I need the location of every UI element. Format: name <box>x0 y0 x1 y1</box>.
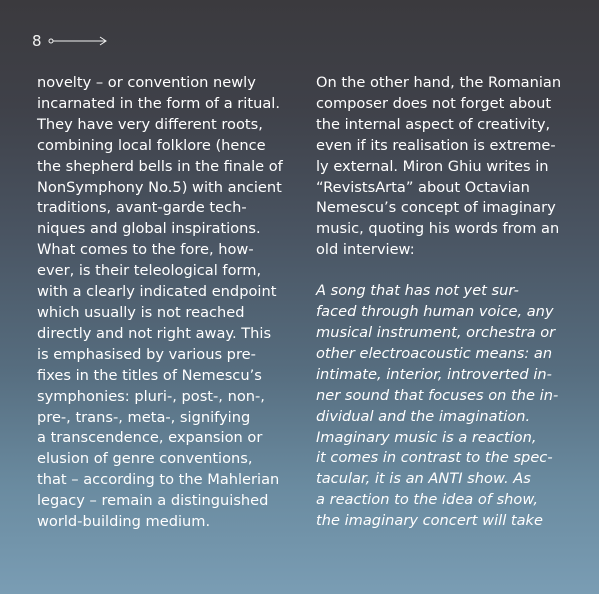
text-line: world-building medium. <box>37 513 211 531</box>
body-paragraph <box>316 73 578 261</box>
page-header <box>32 32 108 50</box>
text-line: What comes to the fore, how- <box>37 241 254 259</box>
text-line: niques and global inspirations. <box>37 220 261 238</box>
text-line: the shepherd bells in the finale of <box>37 157 283 175</box>
arrow-right-icon <box>48 36 108 46</box>
quote-line: intimate, interior, introverted in- <box>316 365 552 383</box>
text-line: ly external. Miron Ghiu writes in <box>316 157 549 175</box>
text-line: the internal aspect of creativity, <box>316 115 551 133</box>
page-number: 8 <box>32 32 43 50</box>
text-line: ever, is their teleological form, <box>37 262 262 280</box>
text-line: incarnated in the form of a ritual. <box>37 94 280 112</box>
text-line: directly and not right away. This <box>37 324 272 342</box>
text-line: novelty – or convention newly <box>37 74 256 91</box>
text-line: which usually is not reached <box>37 303 245 321</box>
text-line: old interview: <box>316 241 415 259</box>
text-line: symphonies: pluri-, post-, non-, <box>37 387 265 405</box>
quote-line: faced through human voice, any <box>316 303 554 321</box>
quote-line: tacular, it is an ANTI show. As <box>316 470 531 488</box>
text-line: even if its realisation is extreme- <box>316 136 556 154</box>
block-quote <box>316 281 578 532</box>
text-line: elusion of genre conventions, <box>37 450 253 468</box>
quote-line: Imaginary music is a reaction, <box>316 428 537 446</box>
quote-line: A song that has not yet sur- <box>316 282 519 300</box>
left-column-text <box>37 73 299 533</box>
quote-line: dividual and the imagination. <box>316 407 531 425</box>
text-line: a transcendence, expansion or <box>37 429 263 447</box>
text-line: music, quoting his words from an <box>316 220 560 238</box>
quote-line: it comes in contrast to the spec- <box>316 449 553 467</box>
text-line: combining local folklore (hence <box>37 136 266 154</box>
text-line: On the other hand, the Romanian <box>316 74 562 91</box>
text-line: They have very different roots, <box>37 115 263 133</box>
text-line: “RevistsArta” about Octavian <box>316 178 530 196</box>
paragraph-gap <box>316 261 578 281</box>
text-line: pre-, trans-, meta-, signifying <box>37 408 251 426</box>
right-column-text <box>316 73 578 532</box>
quote-line: the imaginary concert will take <box>316 512 543 530</box>
text-line: traditions, avant-garde tech- <box>37 199 247 217</box>
quote-line: other electroacoustic means: an <box>316 344 553 362</box>
text-line: is emphasised by various pre- <box>37 345 256 363</box>
text-line: that – according to the Mahlerian <box>37 471 280 489</box>
text-line: NonSymphony No.5) with ancient <box>37 178 282 196</box>
text-line: fixes in the titles of Nemescu’s <box>37 366 262 384</box>
text-line: composer does not forget about <box>316 94 552 112</box>
quote-line: musical instrument, orchestra or <box>316 323 556 341</box>
text-line: legacy – remain a distinguished <box>37 492 269 510</box>
quote-line: ner sound that focuses on the in- <box>316 386 559 404</box>
text-line: Nemescu’s concept of imaginary <box>316 199 556 217</box>
text-line: with a clearly indicated endpoint <box>37 283 277 301</box>
quote-line: a reaction to the idea of show, <box>316 491 539 509</box>
